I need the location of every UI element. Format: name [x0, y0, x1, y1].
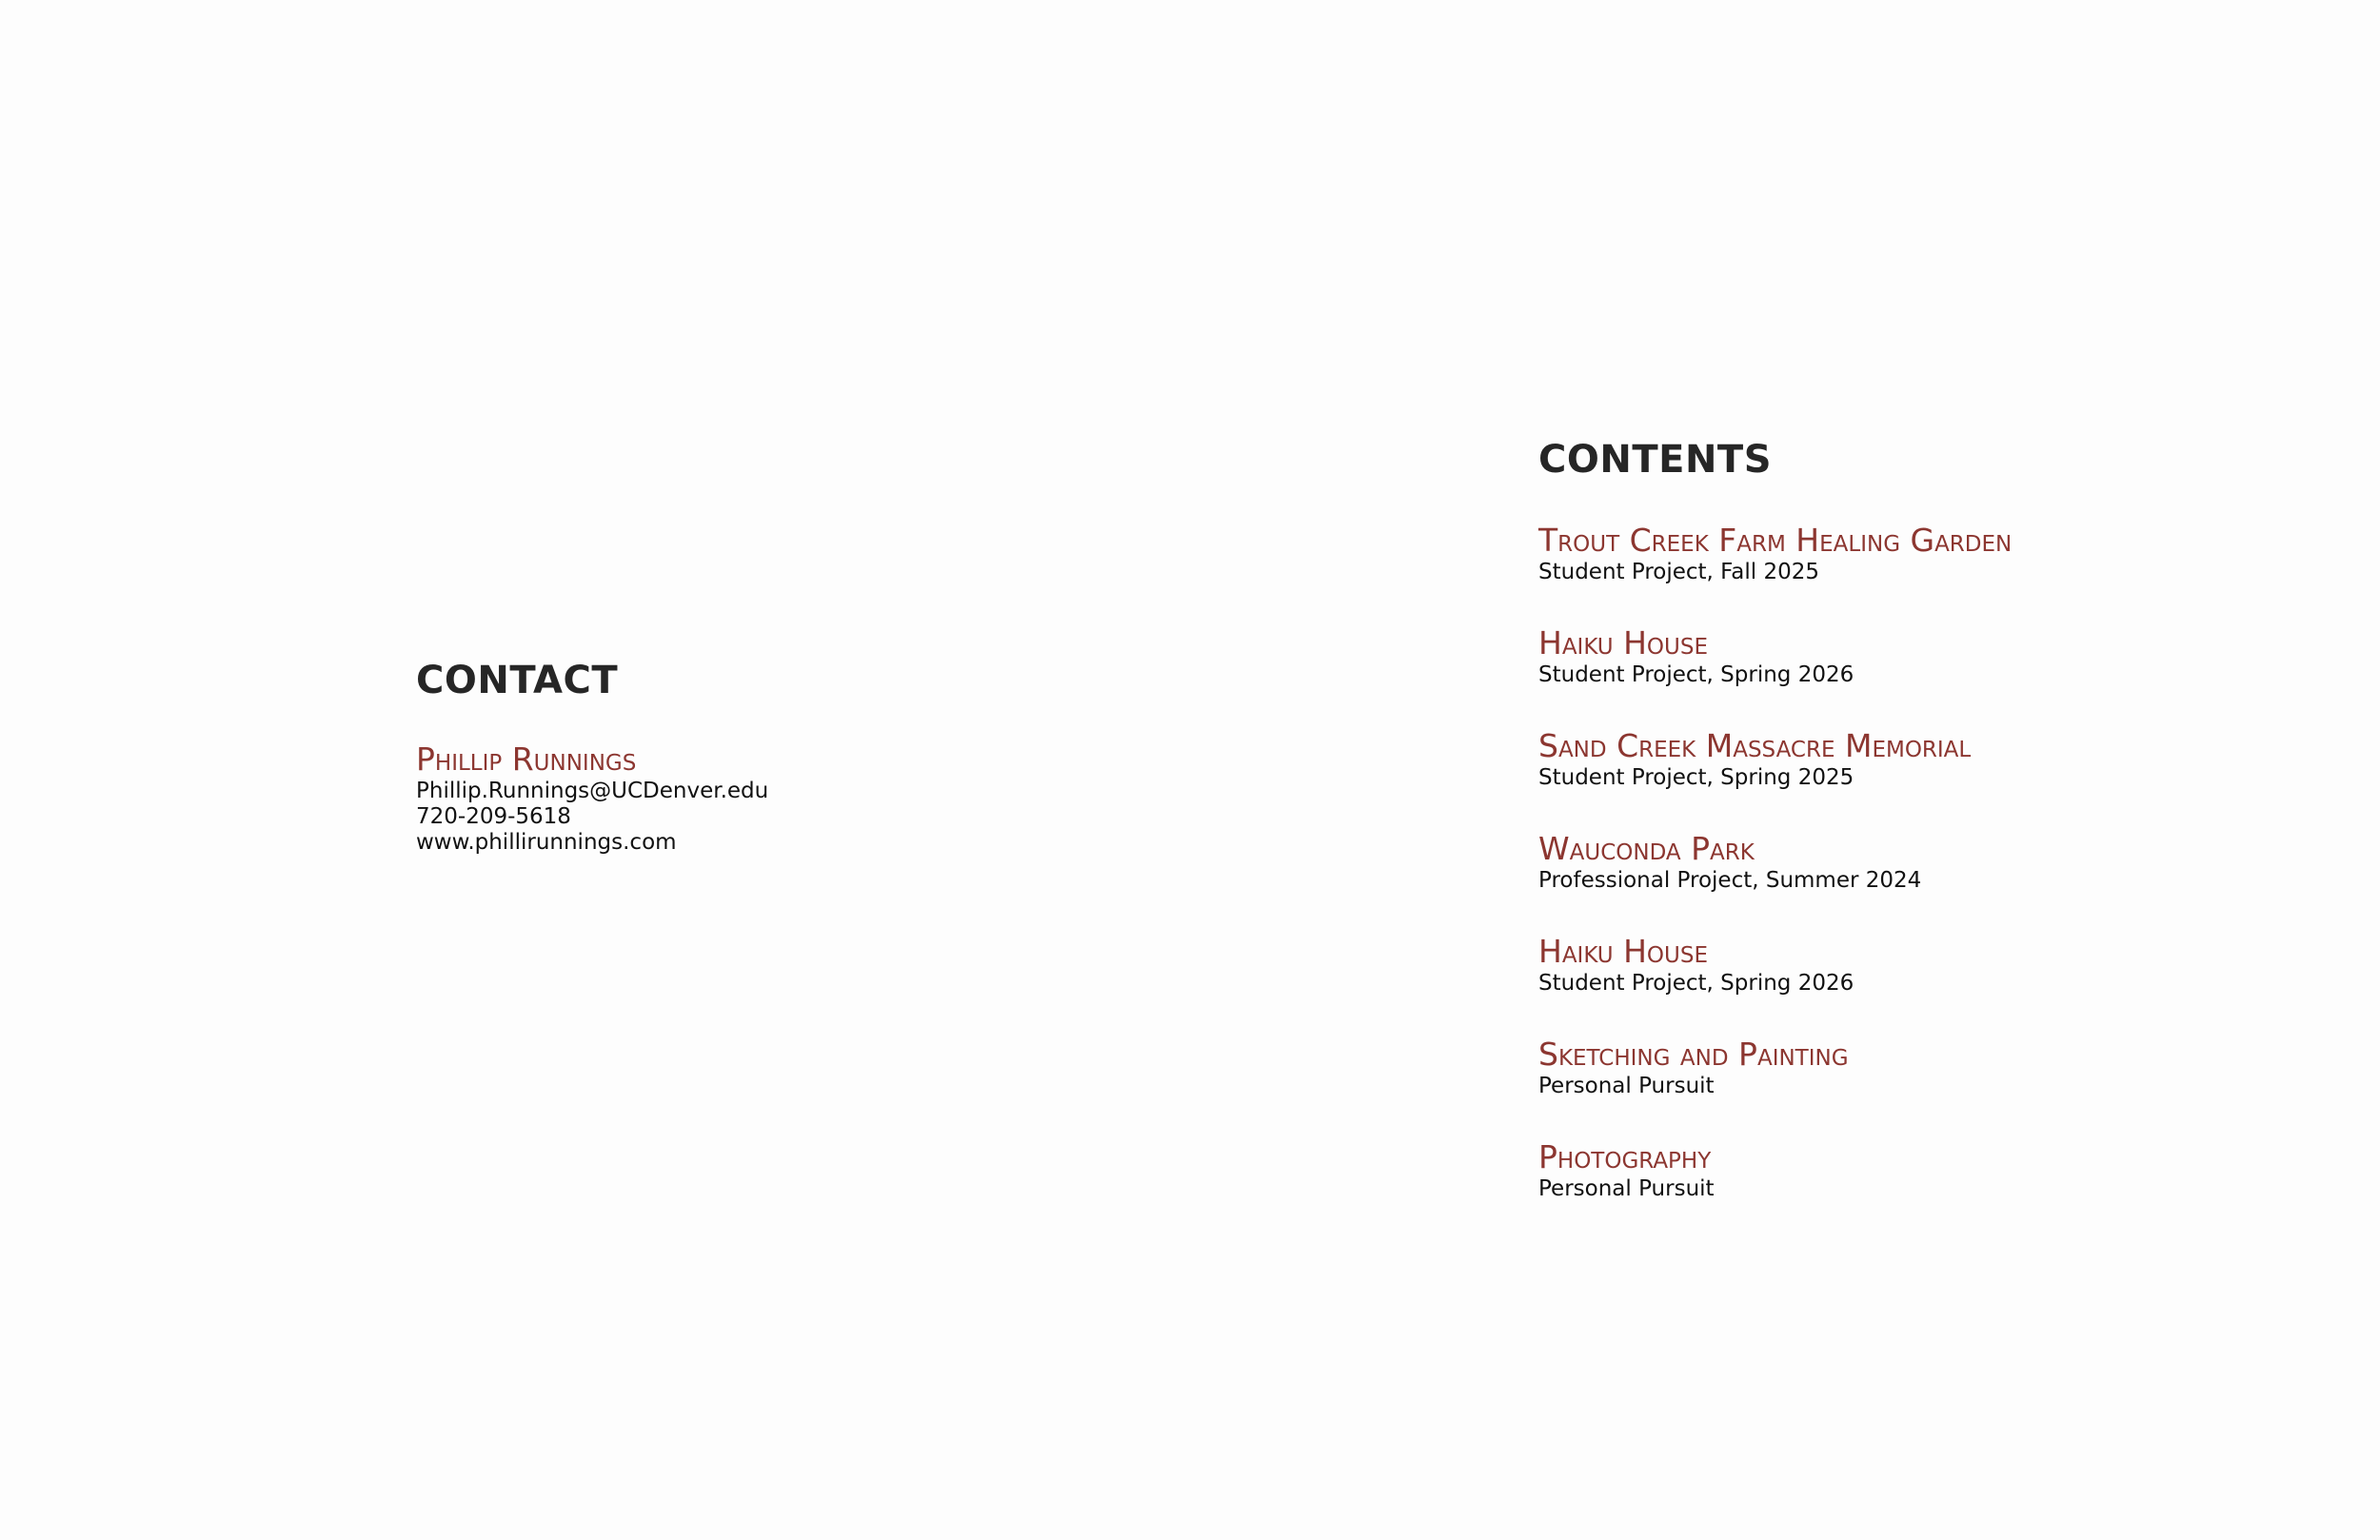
contents-entry [1538, 625, 2357, 728]
contact-phone: 720-209-5618 [416, 804, 571, 829]
contents-section [1538, 436, 2357, 1242]
contents-entry [1538, 1037, 2357, 1139]
contents-entry [1538, 1139, 2357, 1242]
entry-title: Sketching and Painting [1538, 1036, 1849, 1073]
entry-subtitle: Personal Pursuit [1538, 1074, 1715, 1098]
contents-list [1538, 523, 2357, 1242]
contents-entry [1538, 728, 2357, 831]
entry-subtitle: Student Project, Spring 2025 [1538, 765, 1854, 790]
entry-title: Trout Creek Farm Healing Garden [1538, 522, 2013, 559]
entry-subtitle: Student Project, Spring 2026 [1538, 971, 1854, 996]
contact-email[interactable]: Phillip.Runnings@UCDenver.edu [416, 779, 769, 803]
entry-title: Haiku House [1538, 933, 1709, 970]
entry-title: Photography [1538, 1138, 1712, 1175]
contact-name: Phillip Runnings [416, 740, 637, 778]
contents-heading: CONTENTS [1538, 438, 1773, 482]
entry-subtitle: Student Project, Spring 2026 [1538, 662, 1854, 687]
entry-title: Haiku House [1538, 624, 1709, 661]
contact-section [416, 657, 1273, 856]
entry-subtitle: Personal Pursuit [1538, 1176, 1715, 1201]
contents-entry [1538, 831, 2357, 934]
entry-title: Wauconda Park [1538, 830, 1755, 867]
entry-title: Sand Creek Massacre Memorial [1538, 727, 1972, 764]
contact-heading: CONTACT [416, 659, 619, 702]
entry-subtitle: Professional Project, Summer 2024 [1538, 868, 1922, 893]
contents-entry [1538, 523, 2357, 625]
contact-website[interactable]: www.phillirunnings.com [416, 830, 677, 855]
entry-subtitle: Student Project, Fall 2025 [1538, 560, 1820, 584]
contents-entry [1538, 934, 2357, 1037]
